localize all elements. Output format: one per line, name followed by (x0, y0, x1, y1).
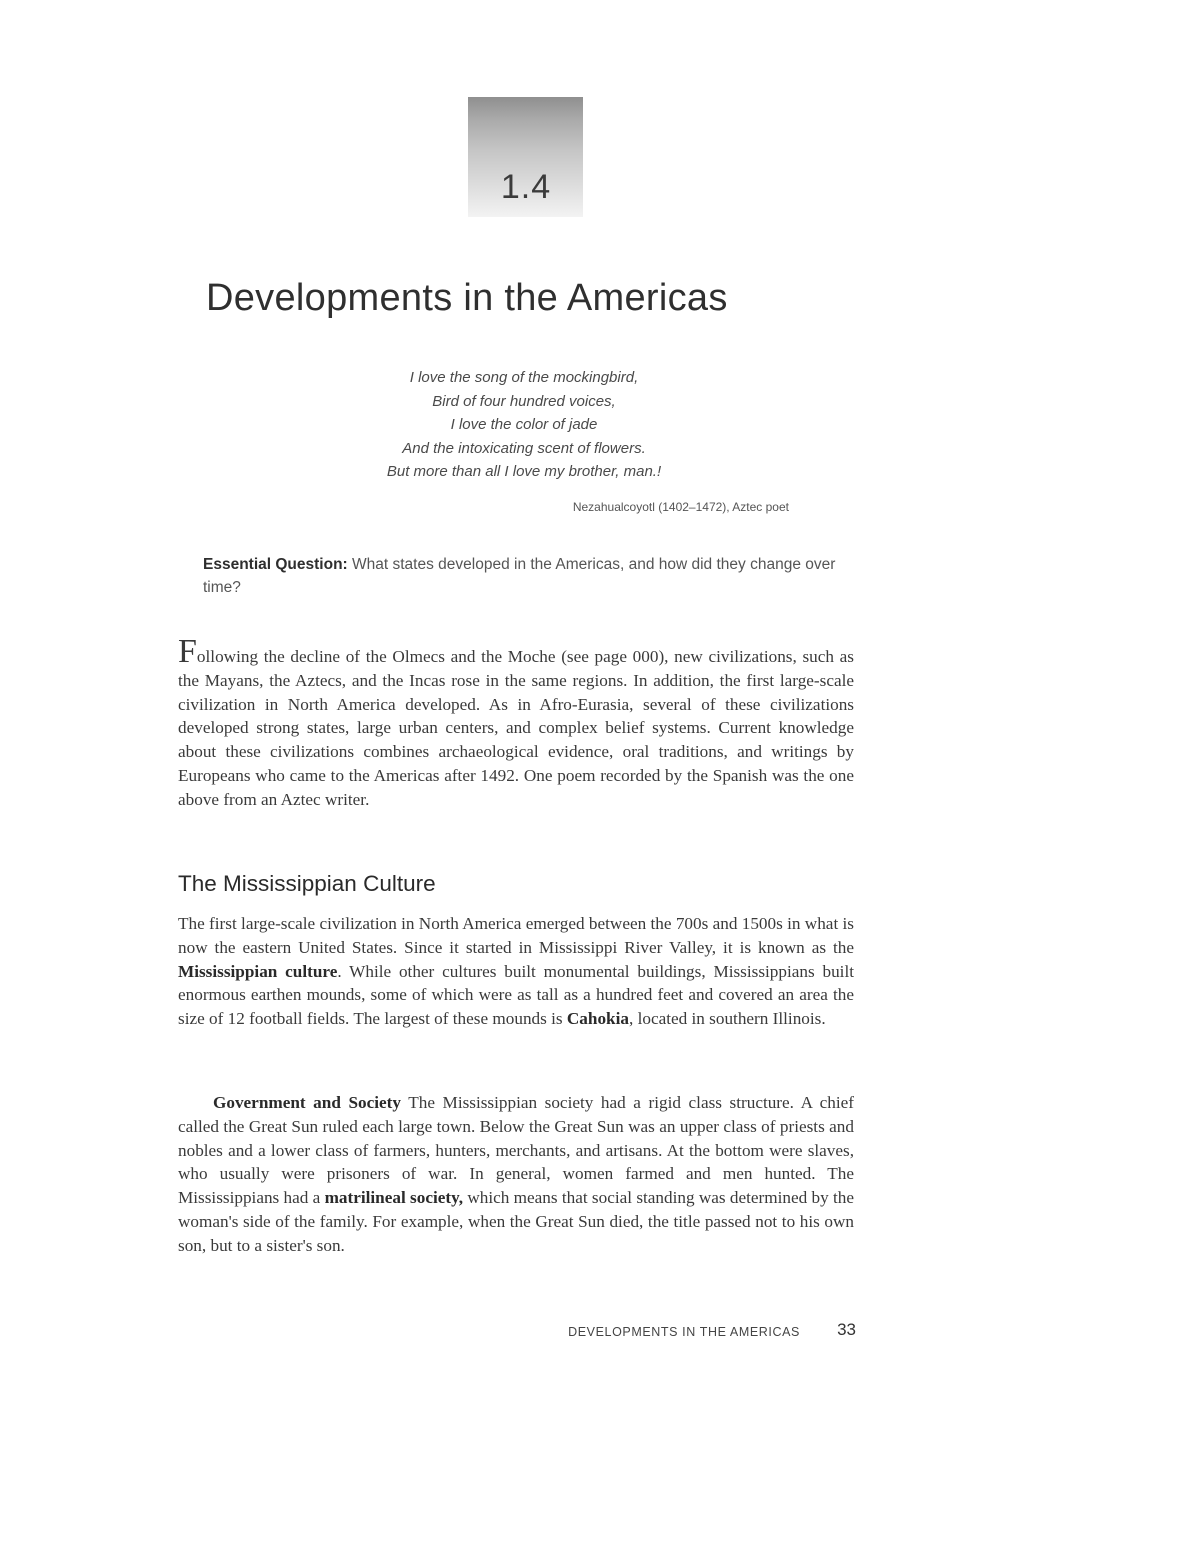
page-number: 33 (837, 1320, 856, 1339)
poem-line: I love the color of jade (450, 416, 598, 433)
paragraph-text: . While other cultures built monumental buildings, Mississippians built enormous earthen mounds, some of which were as tall as a hundred feet and covered an area the size of 12 football fields. The largest of these mounds is (178, 961, 854, 1029)
poem-attribution: Nezahualcoyotl (1402–1472), Aztec poet (572, 500, 789, 514)
page-title: Developments in the Americas (206, 277, 728, 319)
key-term: Mississippian culture (178, 961, 338, 981)
key-term: Cahokia (566, 1009, 629, 1029)
mississippian-paragraph-2 (178, 1091, 854, 1258)
poem-line: But more than all I love my brother, man.! (386, 463, 662, 480)
poem-line: And the intoxicating scent of flowers. (402, 439, 646, 457)
mississippian-paragraph-1 (178, 912, 854, 1031)
poem-line: I love the song of the mockingbird, (409, 369, 639, 386)
running-footer: DEVELOPMENTS IN THE AMERICAS (568, 1325, 800, 1339)
paragraph-text: , located in southern Illinois. (628, 1009, 826, 1029)
section-number: 1.4 (500, 168, 552, 206)
essential-question-text: What states developed in the Americas, and how did they change over time? (203, 556, 836, 596)
paragraph-text: The first large-scale civilization in North America emerged between the 700s and 1500s in what is now the eastern United States. Since it started in Mississippi River Valley, it is known as the (178, 914, 854, 957)
section-heading: The Mississippian Culture (178, 871, 436, 896)
run-in-heading: Government and Society (213, 1093, 401, 1112)
intro-paragraph (178, 633, 854, 812)
essential-question (203, 553, 853, 599)
epigraph-poem (320, 366, 728, 484)
key-term: matrilineal society, (324, 1188, 464, 1208)
poem-line: Bird of four hundred voices, (432, 392, 616, 410)
paragraph-text: which means that social standing was determined by the woman's side of the family. For example, when the Great Sun died, the title passed not to his own son, but to a sister's son. (178, 1188, 854, 1255)
intro-text: ollowing the decline of the Olmecs and the Moche (see page 000), new civilizations, such as the Mayans, the Aztecs, and the Incas rose in the same regions. In addition, the first large-scale civilization in North America developed. As in Afro-Eurasia, several of these civilizations developed strong states, large urban centers, and complex belief systems. Current knowledge about these civilizations combines archaeological evidence, oral traditions, and writings by Europeans who came to the Americas after 1492. One poem recorded by the Spanish was the one above from an Aztec writer. (178, 647, 854, 809)
paragraph-text: The Mississippian society had a rigid class structure. A chief called the Great Sun ruled each large town. Below the Great Sun was an upper class of priests and nobles and a lower class of farmers, hunters, merchants, and artisans. At the bottom were slaves, who usually were prisoners of war. In general, women farmed and men hunted. The Mississippians had a (178, 1093, 854, 1208)
essential-question-label: Essential Question: (203, 556, 348, 573)
drop-cap: F (178, 633, 197, 670)
